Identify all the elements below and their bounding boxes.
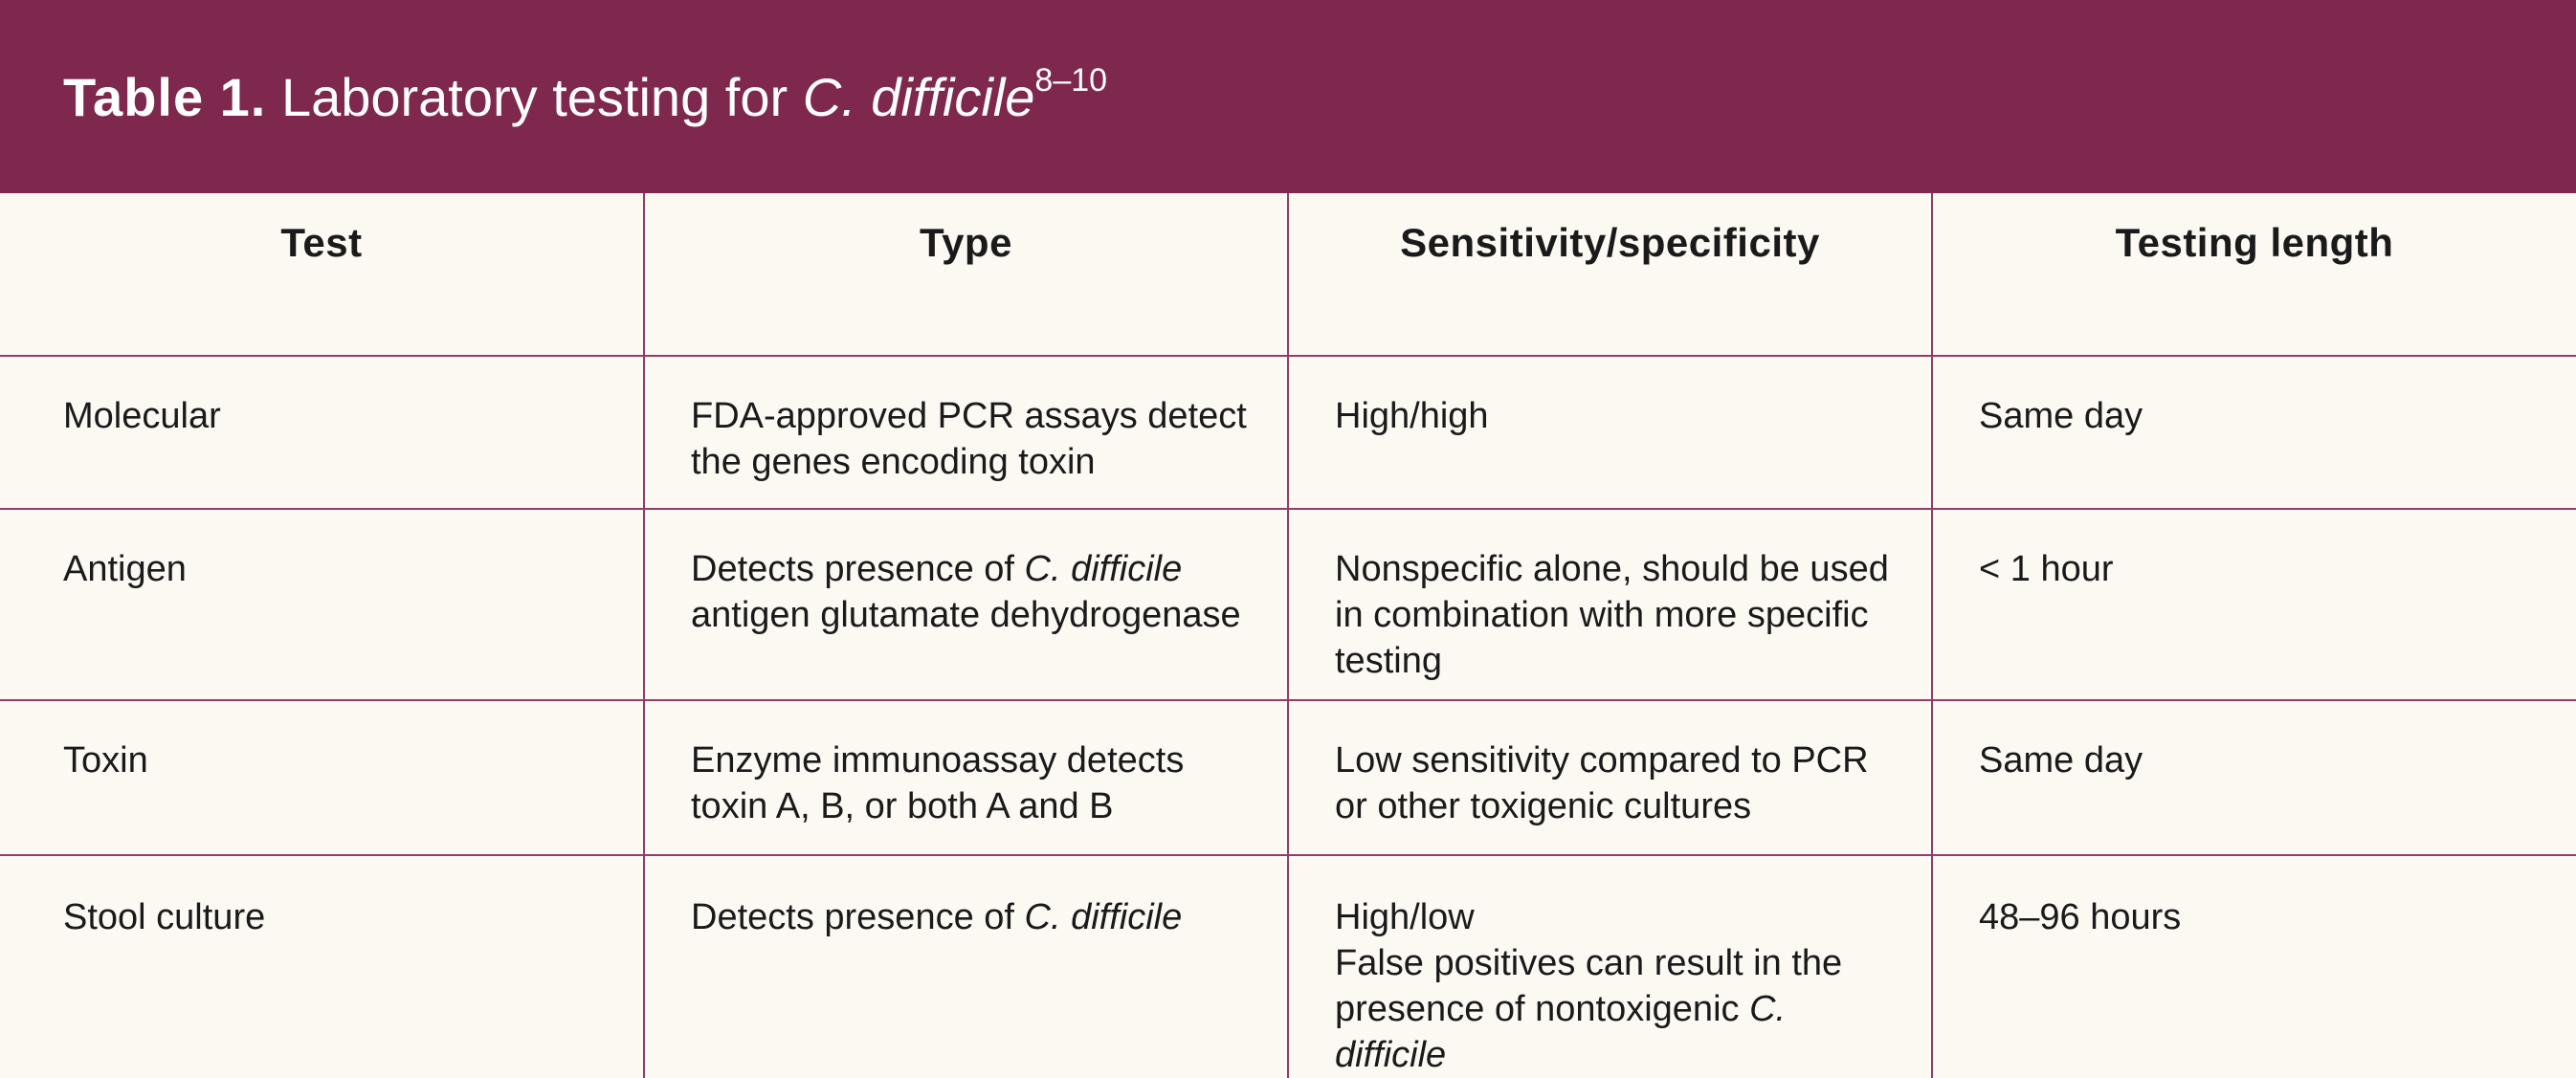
cell-type-organism: C. difficile <box>1024 549 1183 589</box>
cell-test: Toxin <box>0 700 644 855</box>
cell-sensitivity <box>1288 855 1932 1078</box>
cell-sensitivity-line2: False positives can result in the presence of nontoxigenic <box>1335 943 1843 1029</box>
cell-test: Molecular <box>0 356 644 509</box>
table-title <box>63 59 1107 136</box>
table-row <box>0 855 2576 1078</box>
table-row <box>0 356 2576 509</box>
cell-type: Enzyme immunoassay detects toxin A, B, or both A and B <box>644 700 1288 855</box>
cell-type <box>644 855 1288 1078</box>
cell-testing-length: Same day <box>1932 700 2576 855</box>
cell-sensitivity-organism: C. difficile <box>1335 989 1787 1075</box>
column-header-sensitivity: Sensitivity/specificity <box>1288 193 1932 356</box>
table-header-row <box>0 193 2576 356</box>
column-header-type: Type <box>644 193 1288 356</box>
cell-type-prefix: Detects presence of <box>691 897 1014 937</box>
cell-testing-length: Same day <box>1932 356 2576 509</box>
column-header-test: Test <box>0 193 644 356</box>
table-number-label: Table 1. <box>63 67 267 127</box>
cell-type-suffix: antigen glutamate dehydrogenase <box>691 595 1241 635</box>
table-title-organism: C. difficile <box>802 67 1035 127</box>
cell-type-prefix: Detects presence of <box>691 549 1014 589</box>
table-row <box>0 700 2576 855</box>
table-title-banner <box>0 0 2576 193</box>
lab-testing-table <box>0 193 2576 1078</box>
cell-type-organism: C. difficile <box>1024 897 1183 937</box>
cell-testing-length: < 1 hour <box>1932 509 2576 700</box>
cell-sensitivity-line1: High/low <box>1335 897 1475 937</box>
table-title-text: Laboratory testing for <box>280 67 788 127</box>
table-row <box>0 509 2576 700</box>
cell-sensitivity: Nonspecific alone, should be used in combination with more specific testing <box>1288 509 1932 700</box>
cell-type: FDA-approved PCR assays detect the genes encoding toxin <box>644 356 1288 509</box>
cell-test: Antigen <box>0 509 644 700</box>
column-header-testing-length: Testing length <box>1932 193 2576 356</box>
cell-testing-length: 48–96 hours <box>1932 855 2576 1078</box>
cell-sensitivity: Low sensitivity compared to PCR or other toxigenic cultures <box>1288 700 1932 855</box>
cell-type <box>644 509 1288 700</box>
table-title-references: 8–10 <box>1034 62 1108 99</box>
cell-test: Stool culture <box>0 855 644 1078</box>
cell-sensitivity: High/high <box>1288 356 1932 509</box>
